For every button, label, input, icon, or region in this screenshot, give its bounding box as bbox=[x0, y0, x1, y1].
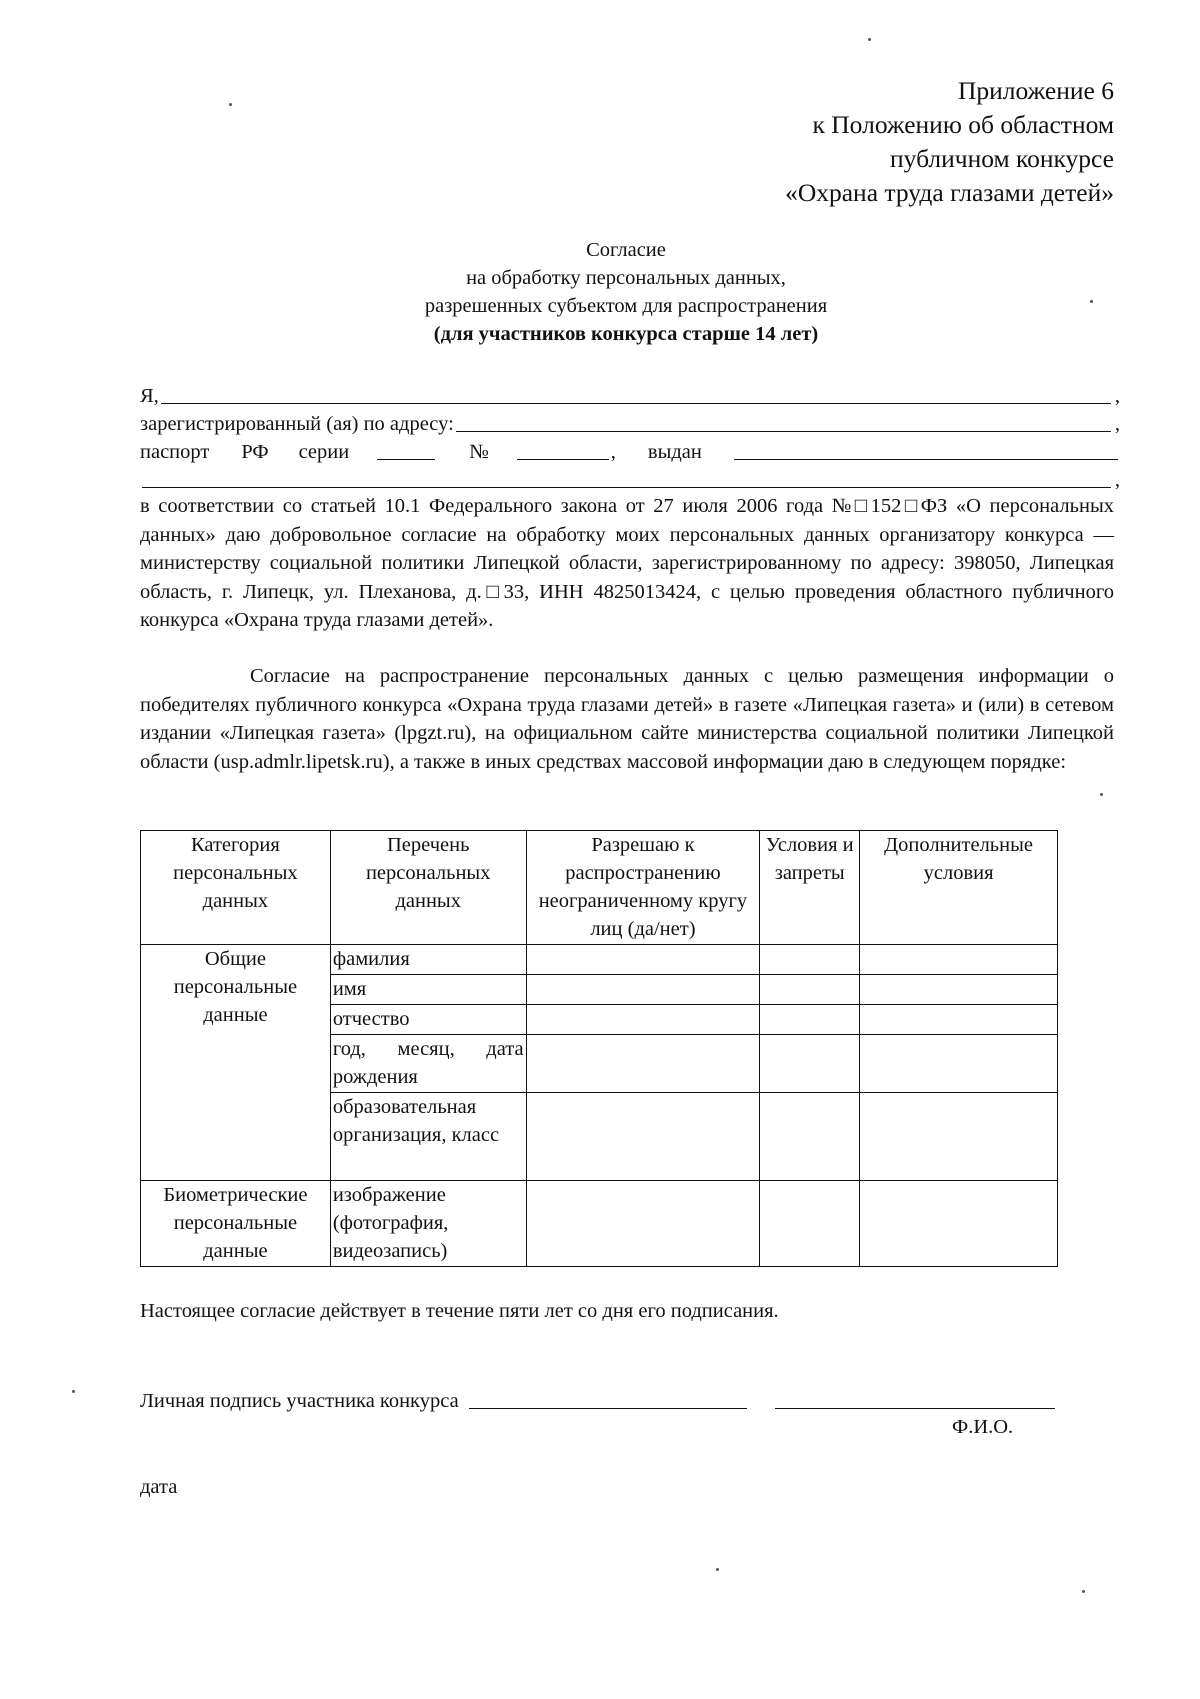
column-header-additional: Дополнительные условия bbox=[860, 831, 1058, 945]
table-header-row bbox=[141, 831, 1058, 945]
appendix-contest-name: «Охрана труда глазами детей» bbox=[785, 178, 1114, 207]
scan-speck bbox=[1082, 1590, 1085, 1593]
column-header-category: Категория персональных данных bbox=[141, 831, 331, 945]
personal-info-form bbox=[140, 380, 1120, 492]
conditions-cell[interactable] bbox=[760, 1005, 860, 1035]
data-item: фамилия bbox=[330, 945, 526, 975]
title-line: разрешенных субъектом для распространения bbox=[424, 295, 828, 317]
scan-speck bbox=[716, 1568, 719, 1571]
data-item: имя bbox=[330, 975, 526, 1005]
fio-field[interactable] bbox=[775, 1390, 1055, 1409]
address-field[interactable] bbox=[456, 413, 1111, 432]
permission-cell[interactable] bbox=[526, 1035, 760, 1093]
issued-continuation-line bbox=[140, 464, 1120, 492]
passport-label: паспорт bbox=[140, 441, 210, 463]
series-label: серии bbox=[298, 441, 350, 463]
data-item: год, месяц, дата рождения bbox=[330, 1035, 526, 1093]
appendix-ref-line: к Положению об областном bbox=[812, 110, 1114, 139]
fio-label: Ф.И.О. bbox=[952, 1416, 1014, 1438]
conditions-cell[interactable] bbox=[760, 1035, 860, 1093]
additional-cell[interactable] bbox=[860, 975, 1058, 1005]
number-field[interactable] bbox=[517, 441, 609, 460]
conditions-cell[interactable] bbox=[760, 945, 860, 975]
issued-label: выдан bbox=[647, 441, 702, 463]
signature-label: Личная подпись участника конкурса bbox=[140, 1390, 459, 1412]
consent-table bbox=[140, 830, 1058, 1267]
additional-cell[interactable] bbox=[860, 1005, 1058, 1035]
column-header-conditions: Условия и запреты bbox=[760, 831, 860, 945]
additional-cell[interactable] bbox=[860, 1093, 1058, 1181]
data-item: изображение (фотография, видеозапись) bbox=[330, 1181, 526, 1267]
consent-paragraph: в соответствии со статьей 10.1 Федерального закона от 27 июля 2006 года №□152□ФЗ «О персональных данных» даю добровольное согласие на обработку моих персональных данных организатору конкурса — министерству социальной политики Липецкой области, зарегистрированному по адресу: 398050, Липецкая область, г. Липецк, ул. Плеханова, д.□33, ИНН 4825013424, с целью проведения областного публичного конкурса «Охрана труда глазами детей». bbox=[140, 495, 1114, 632]
series-field[interactable] bbox=[377, 441, 435, 460]
issued-field-continuation[interactable] bbox=[142, 469, 1111, 488]
appendix-header bbox=[785, 74, 1114, 210]
column-header-list: Перечень персональных данных bbox=[330, 831, 526, 945]
appendix-number: Приложение 6 bbox=[958, 76, 1114, 105]
comma: , bbox=[1114, 469, 1120, 491]
comma: , bbox=[1114, 385, 1120, 407]
conditions-cell[interactable] bbox=[760, 1181, 860, 1267]
distribution-paragraph: Согласие на распространение персональных данных с целью размещения информации о победителях публичного конкурса «Охрана труда глазами детей» в газете «Липецкая газета» и (или) в сетевом издании «Липецкая газета» (lpgzt.ru), на официальном сайте министерства социальной политики Липецкой области (usp.admlr.lipetsk.ru), а также в иных средствах массовой информации даю в следующем порядке: bbox=[140, 665, 1114, 773]
date-label: дата bbox=[140, 1476, 178, 1498]
address-line bbox=[140, 408, 1120, 436]
signature-field[interactable] bbox=[469, 1390, 747, 1409]
data-item: образовательная организация, класс bbox=[330, 1093, 526, 1181]
appendix-ref-line: публичном конкурсе bbox=[890, 144, 1114, 173]
conditions-cell[interactable] bbox=[760, 975, 860, 1005]
scan-speck bbox=[1100, 793, 1103, 796]
name-label: Я, bbox=[140, 385, 159, 407]
scan-speck bbox=[868, 38, 871, 41]
scan-speck bbox=[72, 1390, 75, 1393]
title-line: на обработку персональных данных, bbox=[466, 267, 786, 289]
signature-line bbox=[140, 1390, 1120, 1413]
passport-line bbox=[140, 436, 1120, 464]
category-general: Общие персональные данные bbox=[141, 945, 331, 1181]
permission-cell[interactable] bbox=[526, 945, 760, 975]
name-field[interactable] bbox=[161, 385, 1111, 404]
additional-cell[interactable] bbox=[860, 1181, 1058, 1267]
title-subtitle: (для участников конкурса старше 14 лет) bbox=[433, 323, 819, 345]
address-label: зарегистрированный (ая) по адресу: bbox=[140, 413, 454, 435]
permission-cell[interactable] bbox=[526, 1093, 760, 1181]
permission-cell[interactable] bbox=[526, 975, 760, 1005]
document-title bbox=[130, 236, 1122, 348]
column-header-permission: Разрешаю к распространению неограниченному кругу лиц (да/нет) bbox=[526, 831, 760, 945]
category-biometric: Биометрические персональные данные bbox=[141, 1181, 331, 1267]
scan-speck bbox=[1090, 300, 1093, 303]
permission-cell[interactable] bbox=[526, 1181, 760, 1267]
number-label: № bbox=[469, 441, 489, 463]
comma: , bbox=[1114, 413, 1120, 435]
title-line: Согласие bbox=[586, 239, 666, 261]
validity-statement: Настоящее согласие действует в течение пяти лет со дня его подписания. bbox=[140, 1300, 779, 1322]
passport-rf-label: РФ bbox=[241, 441, 269, 463]
data-item: отчество bbox=[330, 1005, 526, 1035]
table-row bbox=[141, 1181, 1058, 1267]
additional-cell[interactable] bbox=[860, 945, 1058, 975]
name-line bbox=[140, 380, 1120, 408]
conditions-cell[interactable] bbox=[760, 1093, 860, 1181]
comma: , bbox=[610, 441, 616, 463]
issued-field[interactable] bbox=[734, 441, 1118, 460]
additional-cell[interactable] bbox=[860, 1035, 1058, 1093]
permission-cell[interactable] bbox=[526, 1005, 760, 1035]
scan-speck bbox=[229, 103, 232, 106]
table-row bbox=[141, 945, 1058, 975]
